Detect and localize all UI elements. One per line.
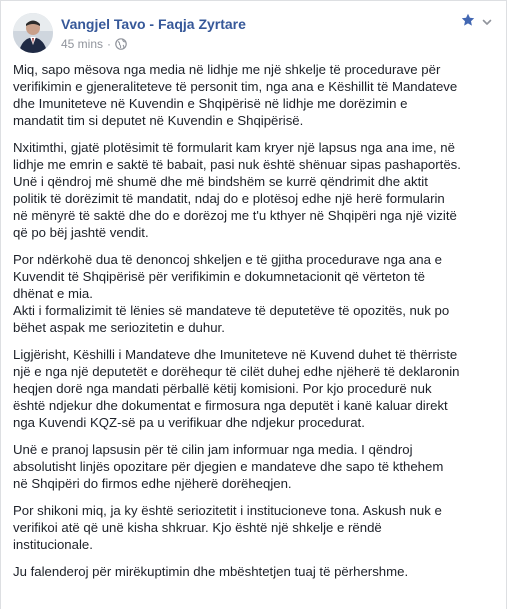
- post-text-line: lidhje me emrin e saktë të babait, pasi nuk është shënuar sipas pashaportës.: [13, 157, 461, 172]
- avatar-photo: [13, 13, 53, 53]
- post-text-line: Por ndërkohë dua të denoncoj shkeljen e të gjitha procedurave nga ana e: [13, 252, 442, 267]
- post-text-line: bëhet aspak me seriozitetin e duhur.: [13, 320, 225, 335]
- post-text-line: dhe Imuniteteve në Kuvendin e Shqipërisë në lidhje me dorëzimin e: [13, 96, 408, 111]
- chevron-down-icon[interactable]: [481, 15, 493, 27]
- post-paragraph: [13, 251, 497, 336]
- post-meta: [61, 37, 127, 51]
- post-text-line: politik të dorëzimit të mandatit, ndaj do e plotësoj edhe një herë formularin: [13, 191, 445, 206]
- avatar[interactable]: [13, 13, 53, 53]
- post-text-line: absolutisht linjës opozitare për djegien e mandateve dhe sapo të kthehem: [13, 459, 444, 474]
- post-text-line: në mënyrë të saktë dhe do e dorëzoj me t'u kthyer në Shqipëri nga një vizitë: [13, 208, 457, 223]
- post-paragraph: [13, 563, 497, 580]
- post-body: [13, 61, 497, 590]
- post-text-line: verifikoi atë që unë kisha shkruar. Kjo është një shkelje e rëndë: [13, 520, 382, 535]
- post-text-line: Nxitimthi, gjatë plotësimit të formularit kam kryer një lapsus nga ana ime, në: [13, 140, 455, 155]
- post-text-line: Akti i formalizimit të lënies së mandateve të deputetëve të opozitës, nuk po: [13, 303, 450, 318]
- post-text-line: që po bëj jashtë vendit.: [13, 225, 149, 240]
- post-text-line: nga Kuvendi KQZ-së pa u verifikuar dhe ndjekur procedurat.: [13, 415, 365, 430]
- post-text-line: Kuvendit të Shqipërisë për verifikimin e dokumnetacionit që vërteton të: [13, 269, 425, 284]
- meta-separator: ·: [107, 37, 112, 51]
- post-text-line: është ndjekur dhe dokumentat e firmosura nga deputët i kanë kaluar direkt: [13, 398, 448, 413]
- post-paragraph: [13, 441, 497, 492]
- star-icon[interactable]: [461, 13, 475, 27]
- post-text-line: Ju falenderoj për mirëkuptimin dhe mbështetjen tuaj të përhershme.: [13, 564, 409, 579]
- post-text-line: një e nga një deputetët e dorëhequr të cilët duhej edhe njëherë të deklaronin: [13, 364, 460, 379]
- post-text-line: në Shqipëri do firmos edhe njëherë dorëheqjen.: [13, 476, 292, 491]
- post-text-line: Ligjërisht, Këshilli i Mandateve dhe Imuniteteve në Kuvend duhet të thërriste: [13, 347, 458, 362]
- globe-icon: [115, 38, 127, 50]
- post-text-line: mandatit tim si deputet në Kuvendin e Shqipërisë.: [13, 113, 304, 128]
- post-header: [13, 13, 493, 53]
- post-paragraph: [13, 502, 497, 553]
- post-text-line: verifikimin e gjeneraliteteve të personit tim, nga ana e Këshillit të Mandateve: [13, 79, 458, 94]
- post-text-line: Miq, sapo mësova nga media në lidhje me një shkelje të procedurave për: [13, 62, 441, 77]
- post-author[interactable]: Vangjel Tavo - Faqja Zyrtare: [61, 16, 246, 32]
- post-paragraph: [13, 61, 497, 129]
- post-paragraph: [13, 346, 497, 431]
- post-text-line: Por shikoni miq, ja ky është seriozitetit i institucioneve tona. Askush nuk e: [13, 503, 442, 518]
- post-paragraph: [13, 139, 497, 241]
- post-time[interactable]: 45 mins: [61, 37, 104, 51]
- post-text-line: Unë i qëndroj më shumë dhe më bindshëm se kurrë qëndrimit dhe aktit: [13, 174, 428, 189]
- post-text-line: dhënat e mia.: [13, 286, 93, 301]
- post-text-line: institucionale.: [13, 537, 93, 552]
- post-text-line: heqjen dorë nga mandati përballë këtij komisioni. Por kjo procedurë nuk: [13, 381, 432, 396]
- post-text-line: Unë e pranoj lapsusin për të cilin jam informuar nga media. I qëndroj: [13, 442, 413, 457]
